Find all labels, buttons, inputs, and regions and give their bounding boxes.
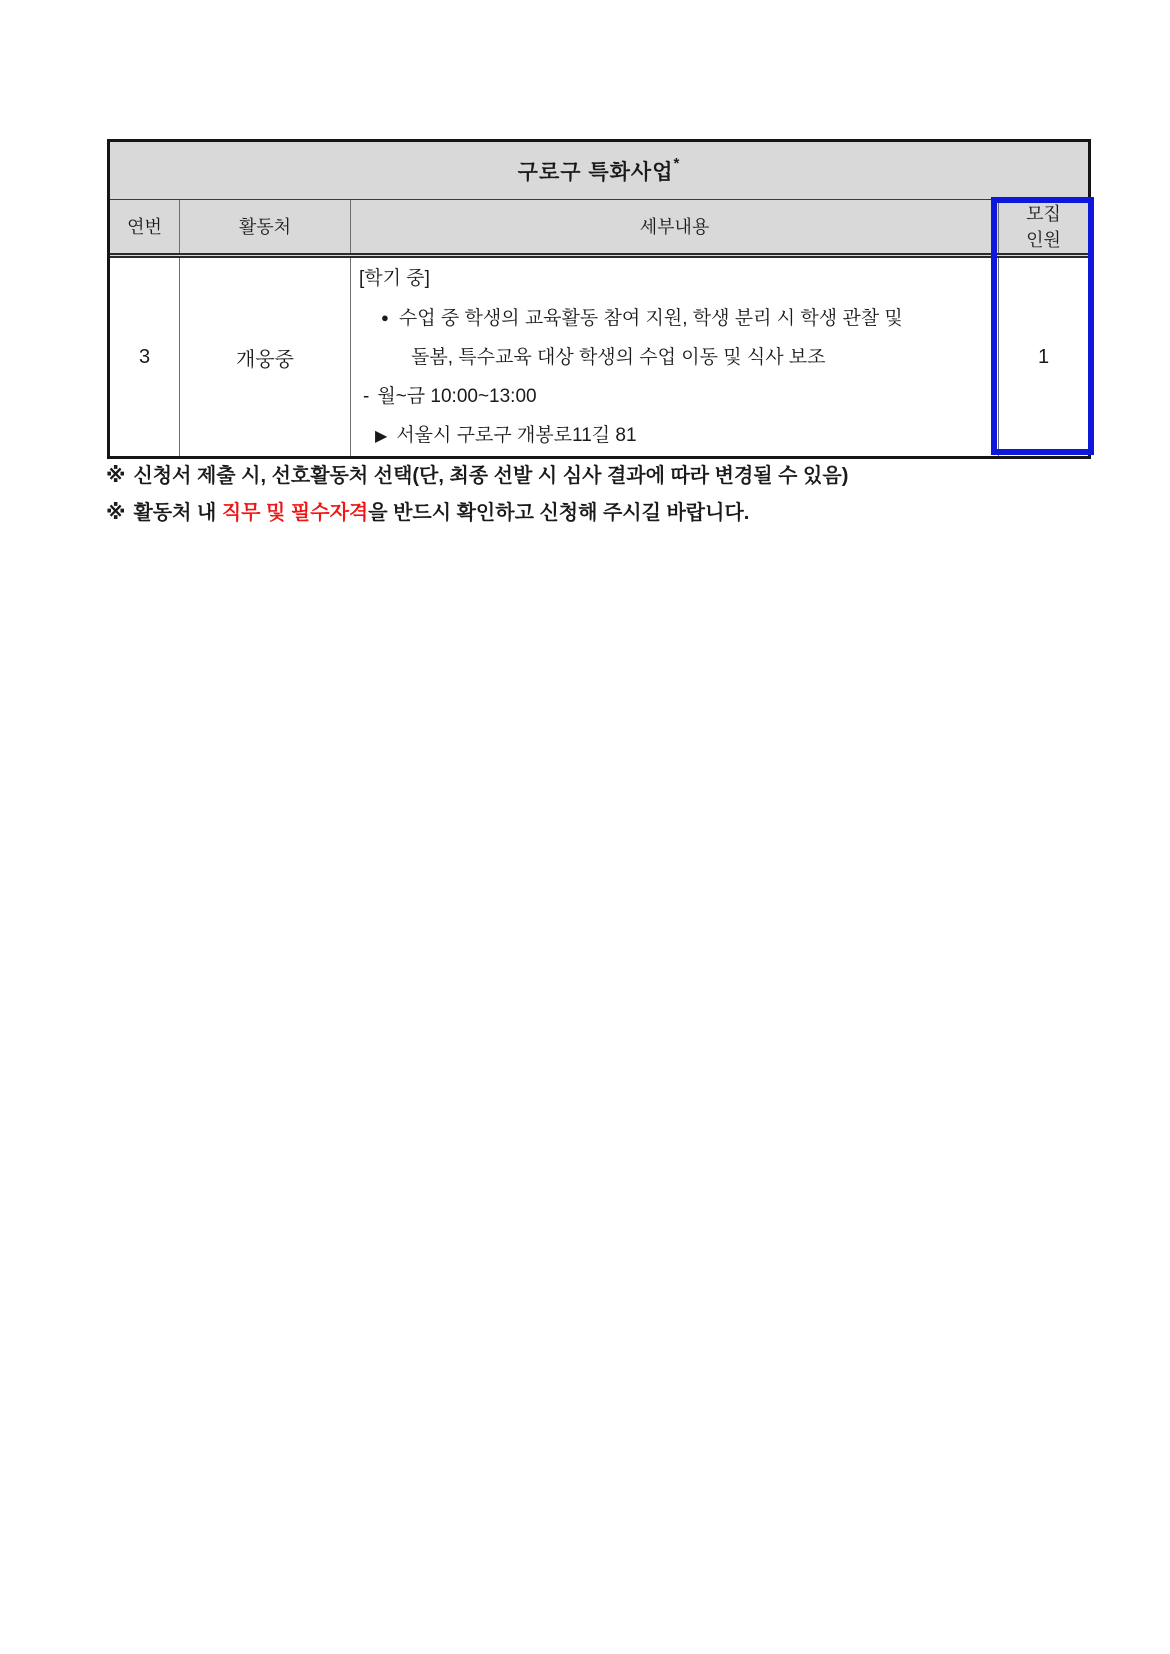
serial-no-value: 3 <box>138 345 151 368</box>
footnote-2-prefix: 활동처 내 <box>133 502 217 524</box>
cell-activity-place <box>180 258 351 456</box>
reference-mark-icon: ※ <box>106 465 126 487</box>
header-label-recruit-line2: 인원 <box>1026 229 1061 250</box>
footnote-2-suffix: 을 반드시 확인하고 신청해 주시길 바랍니다. <box>368 502 750 524</box>
detail-line-address <box>375 416 992 456</box>
schedule-text: 월~금 10:00~13:00 <box>377 386 537 407</box>
dash-icon: - <box>363 386 370 407</box>
recruitment-table <box>107 139 1091 459</box>
address-text: 서울시 구로구 개봉로11길 81 <box>396 425 637 446</box>
cell-detail-content <box>351 258 999 456</box>
detail-line-schedule <box>363 377 992 416</box>
detail-line-semester-label: [학기 중] <box>359 268 430 289</box>
detail-line-bullet <box>381 298 992 338</box>
header-cell-no <box>110 200 180 253</box>
footnote-1 <box>106 458 1046 495</box>
arrow-right-icon: ▶ <box>375 428 388 445</box>
table-title: 구로구 특화사업 <box>517 160 674 184</box>
recruit-count-value: 1 <box>1037 345 1050 368</box>
header-label-place: 활동처 <box>238 216 292 237</box>
header-label-recruit-line1: 모집 <box>1026 203 1061 224</box>
table-header-row <box>110 200 1088 258</box>
footnote-2-red-text: 직무 및 필수자격 <box>221 502 369 524</box>
detail-line-bullet-continuation: 돌봄, 특수교육 대상 학생의 수업 이동 및 식사 보조 <box>411 347 826 368</box>
header-cell-detail <box>351 200 999 253</box>
footnote-1-text: 신청서 제출 시, 선호활동처 선택(단, 최종 선발 시 심사 결과에 따라 변경될 수 있음) <box>133 465 849 487</box>
header-label-no: 연번 <box>127 216 162 237</box>
activity-place-value: 개웅중 <box>236 348 294 371</box>
footnotes <box>106 458 1046 532</box>
header-cell-place <box>180 200 351 253</box>
detail-bullet-text-line1: 수업 중 학생의 교육활동 참여 지원, 학생 분리 시 학생 관찰 및 <box>398 308 903 329</box>
table-title-row: 구로구 특화사업 * <box>110 142 1088 200</box>
header-cell-recruit <box>999 200 1088 253</box>
bullet-icon: ● <box>381 310 389 325</box>
reference-mark-icon: ※ <box>106 502 126 524</box>
cell-serial-no <box>110 258 180 456</box>
footnote-2 <box>106 495 1046 532</box>
header-label-detail: 세부내용 <box>639 216 710 237</box>
table-row <box>110 258 1088 456</box>
cell-recruit-count <box>999 258 1088 456</box>
